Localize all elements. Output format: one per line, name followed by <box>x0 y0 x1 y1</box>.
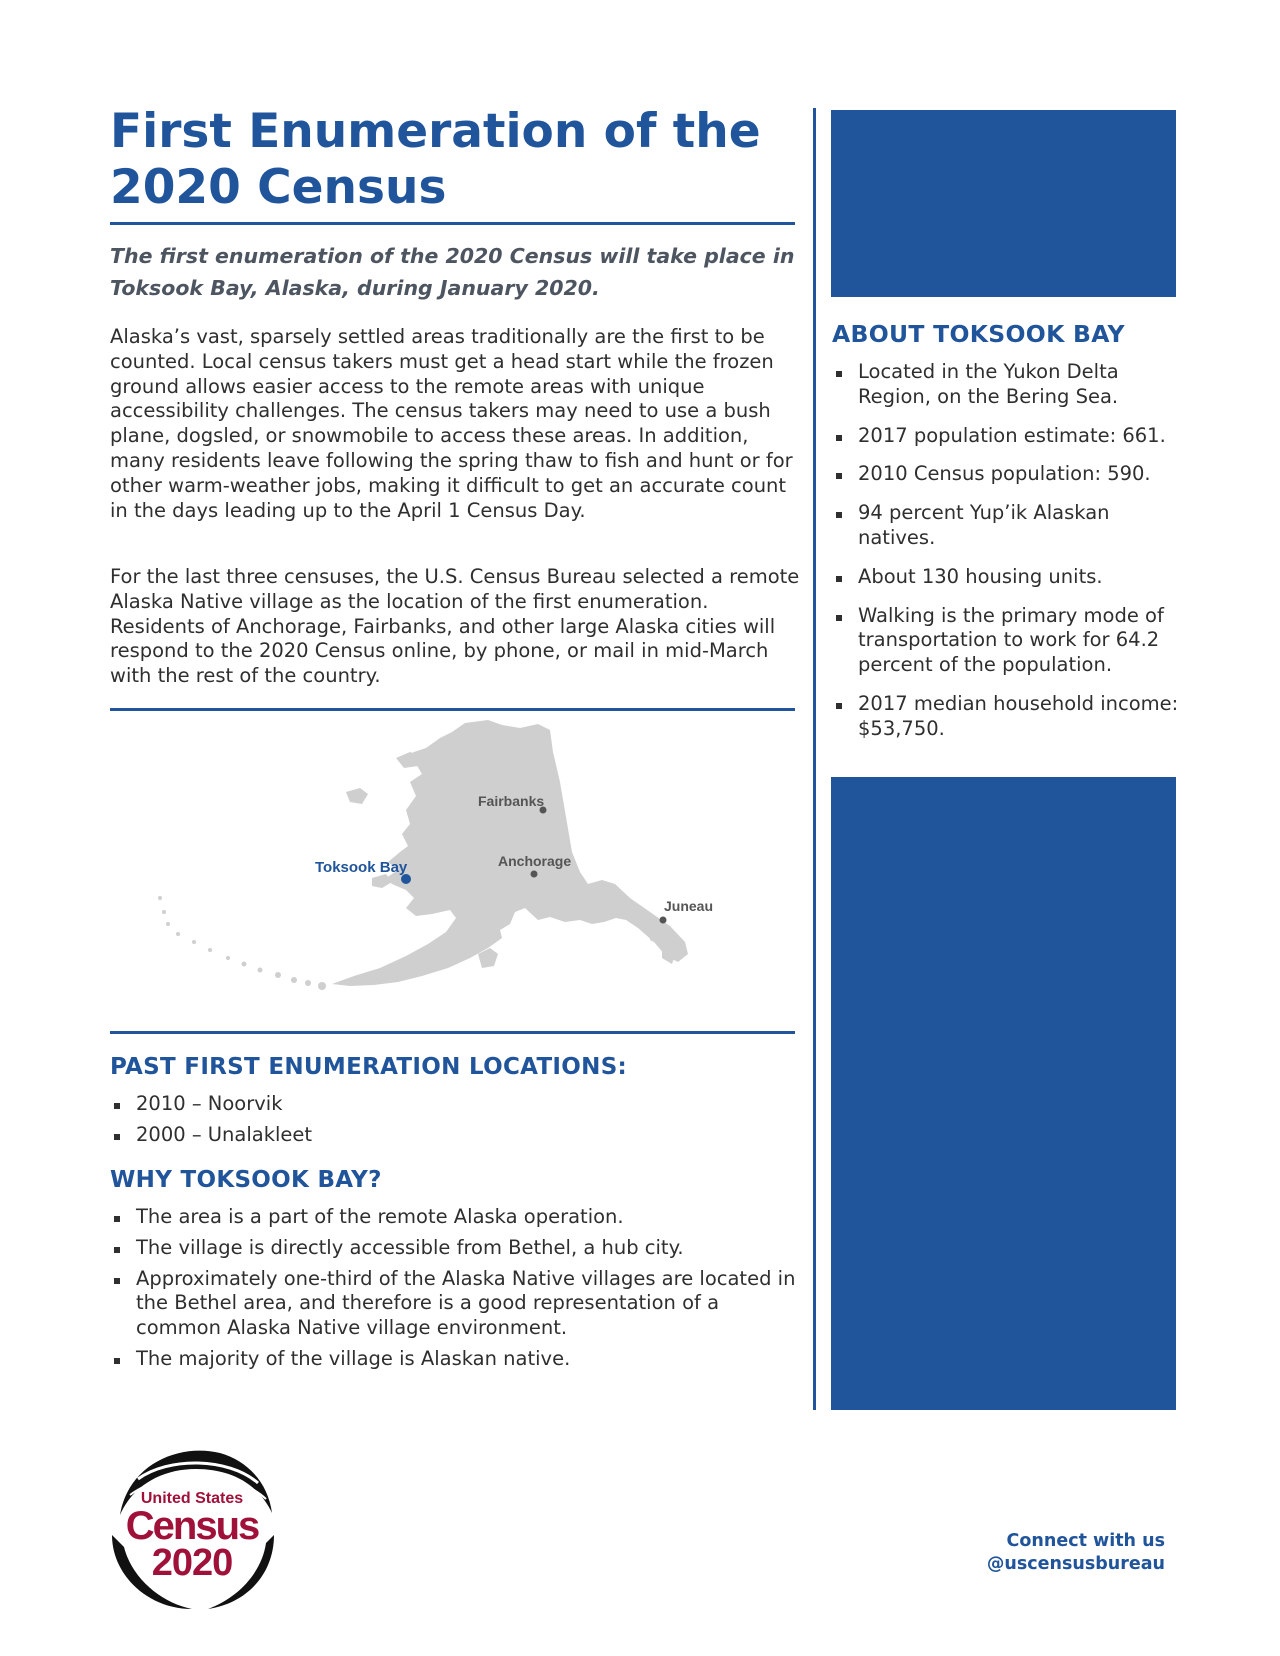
sidebar-bottom-panel <box>831 777 1176 1410</box>
map-bottom-divider <box>110 1031 795 1034</box>
list-item: The village is directly accessible from Bethel, a hub city. <box>110 1236 800 1261</box>
logo-2020: 2020 <box>151 1542 233 1584</box>
bullet-icon <box>836 576 842 582</box>
title-line-2: 2020 Census <box>110 160 447 215</box>
title-line-1: First Enumeration of the <box>110 104 761 159</box>
about-toksook-list <box>832 360 1188 756</box>
logo-united-states: United States <box>140 1490 244 1507</box>
list-item: Approximately one-third of the Alaska Native villages are located in the Bethel area, and therefore is a good representation of a common Alaska Native village environment. <box>110 1267 800 1341</box>
bullet-icon <box>836 703 842 709</box>
city-juneau <box>660 898 714 924</box>
list-item: About 130 housing units. <box>832 565 1188 590</box>
bullet-icon <box>114 1358 120 1364</box>
census-2020-logo <box>108 1443 278 1613</box>
list-item: Walking is the primary mode of transportation to work for 64.2 percent of the population. <box>832 604 1188 678</box>
list-item: Located in the Yukon Delta Region, on the Bering Sea. <box>832 360 1188 410</box>
social-handle-link[interactable]: @uscensusbureau <box>986 1554 1165 1574</box>
bullet-icon <box>114 1216 120 1222</box>
past-locations-heading: PAST FIRST ENUMERATION LOCATIONS: <box>110 1054 628 1080</box>
list-item: 2010 Census population: 590. <box>832 462 1188 487</box>
list-item: 2000 – Unalakleet <box>110 1123 800 1148</box>
lead-paragraph: The first enumeration of the 2020 Census will take place in Toksook Bay, Alaska, during January 2020. <box>110 244 795 300</box>
bullet-icon <box>836 371 842 377</box>
map-top-divider <box>110 708 795 711</box>
list-item: 2010 – Noorvik <box>110 1092 800 1117</box>
sidebar-divider <box>813 108 816 1410</box>
fairbanks-label: Fairbanks <box>478 793 545 809</box>
connect-with-us <box>955 1530 1165 1576</box>
bullet-icon <box>114 1247 120 1253</box>
list-item: 94 percent Yup’ik Alaskan natives. <box>832 501 1188 551</box>
page-title <box>110 104 810 216</box>
bullet-icon <box>836 435 842 441</box>
past-locations-list <box>110 1092 800 1154</box>
body-paragraph-1: Alaska’s vast, sparsely settled areas traditionally are the first to be counted. Local census takers must get a head start while the frozen ground allows easier access to the remote areas with unique accessibility challenges. The census takers may need to use a bush plane, dogsled, or snowmobile to access these areas. In addition, many residents leave following the spring thaw to fish and hunt or for other warm-weather jobs, making it difficult to get an accurate count in the days leading up to the April 1 Census Day. <box>110 325 793 522</box>
list-item: 2017 median household income: $53,750. <box>832 692 1188 742</box>
body-paragraph-2: For the last three censuses, the U.S. Census Bureau selected a remote Alaska Native village as the location of the first enumeration. Residents of Anchorage, Fairbanks, and other large Alaska cities will respond to the 2020 Census online, by phone, or mail in mid-March with the rest of the country. <box>110 565 800 688</box>
list-item: 2017 population estimate: 661. <box>832 424 1188 449</box>
alaska-landmass <box>158 720 688 990</box>
about-toksook-heading: ABOUT TOKSOOK BAY <box>832 320 1125 348</box>
sidebar-top-panel <box>831 110 1176 297</box>
logo-census: Census <box>125 1504 259 1548</box>
alaska-map <box>110 712 795 1028</box>
juneau-marker <box>660 917 667 924</box>
toksook-bay-label: Toksook Bay <box>315 859 408 876</box>
list-item: The area is a part of the remote Alaska operation. <box>110 1205 800 1230</box>
juneau-label: Juneau <box>664 898 714 914</box>
bullet-icon <box>114 1103 120 1109</box>
bullet-icon <box>114 1134 120 1140</box>
list-item: The majority of the village is Alaskan native. <box>110 1347 800 1372</box>
title-divider <box>110 222 795 225</box>
why-toksook-heading: WHY TOKSOOK BAY? <box>110 1167 382 1193</box>
bullet-icon <box>836 473 842 479</box>
anchorage-marker <box>531 871 538 878</box>
bullet-icon <box>836 512 842 518</box>
bullet-icon <box>114 1278 120 1284</box>
why-toksook-list <box>110 1205 800 1378</box>
bullet-icon <box>836 615 842 621</box>
anchorage-label: Anchorage <box>498 853 572 869</box>
connect-label: Connect with us <box>1006 1531 1165 1551</box>
